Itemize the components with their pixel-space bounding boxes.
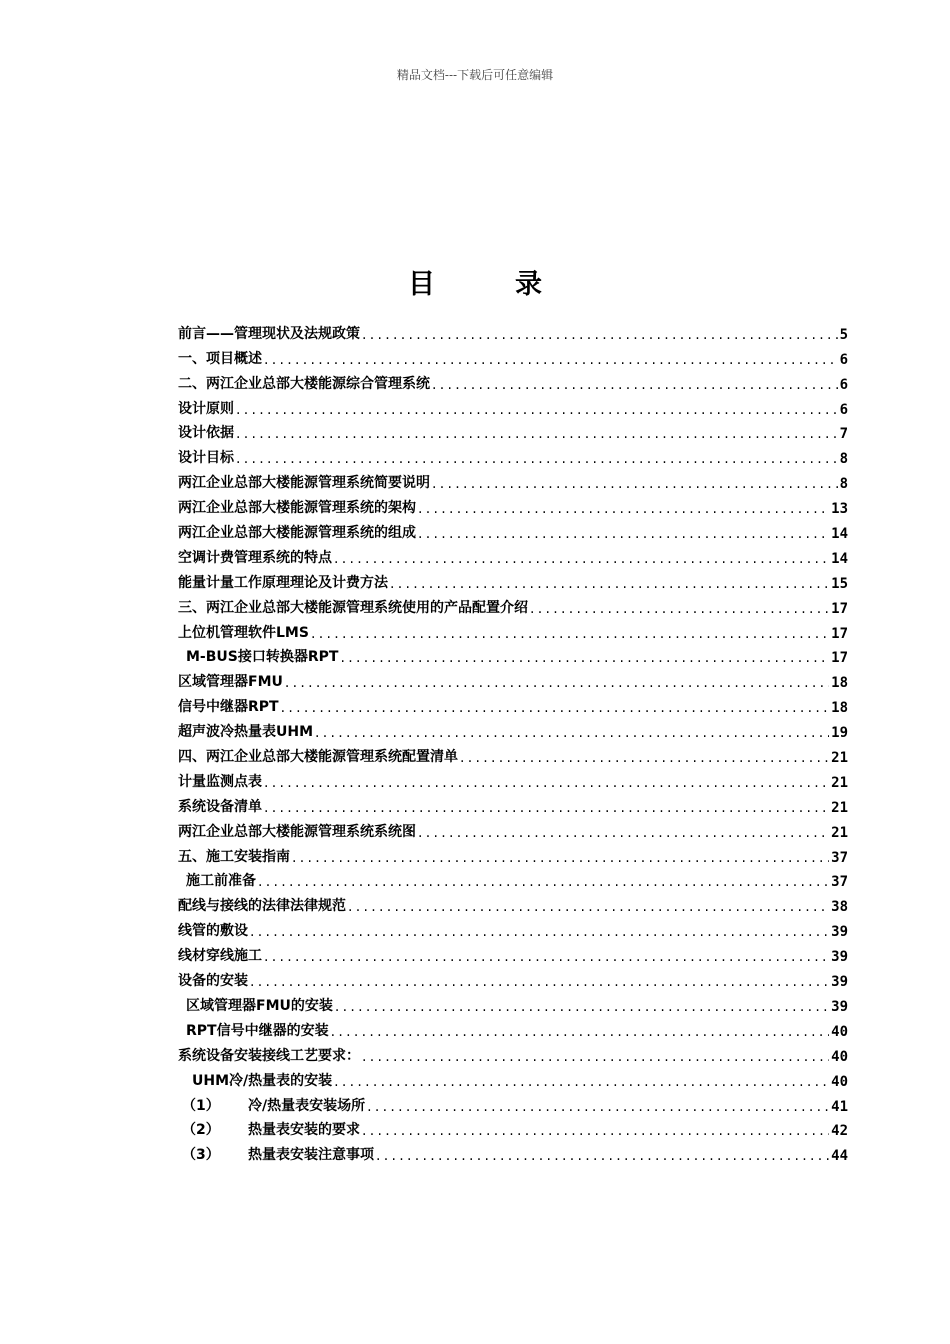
toc-entry-label: 区域管理器FMU [178, 674, 283, 691]
toc-page-number: 21 [831, 799, 848, 816]
toc-entry[interactable] [178, 1090, 848, 1115]
toc-entry[interactable] [178, 542, 848, 567]
toc-title-char-1: 目 [408, 269, 435, 300]
header-watermark: 精品文档---下载后可任意编辑 [396, 68, 554, 82]
toc-leader-dots [376, 1148, 829, 1164]
toc-entry-label: 设备的安装 [178, 973, 248, 990]
toc-leader-dots [334, 1074, 829, 1090]
toc-entry[interactable] [178, 393, 848, 418]
toc-leader-dots [367, 1099, 829, 1115]
toc-entry-label: 一、项目概述 [178, 350, 262, 367]
toc-page-number: 39 [831, 998, 848, 1015]
toc-entry[interactable] [178, 666, 848, 691]
toc-leader-dots [258, 874, 829, 890]
toc-leader-dots [418, 526, 829, 542]
table-of-contents [178, 318, 848, 1164]
toc-entry-label: 四、两江企业总部大楼能源管理系统配置清单 [178, 749, 458, 766]
toc-leader-dots [250, 924, 829, 940]
toc-leader-dots [334, 551, 829, 567]
toc-leader-dots [340, 650, 829, 666]
toc-entry-label: 两江企业总部大楼能源管理系统的组成 [178, 525, 416, 542]
toc-page-number: 44 [831, 1148, 848, 1165]
toc-entry-label: 三、两江企业总部大楼能源管理系统使用的产品配置介绍 [178, 599, 528, 616]
toc-page-number: 14 [831, 526, 848, 543]
toc-entry[interactable] [178, 965, 848, 990]
toc-entry-label: 设计原则 [178, 400, 234, 417]
toc-title-char-2: 录 [515, 269, 542, 300]
toc-page-number: 7 [839, 426, 848, 443]
toc-page-number: 17 [831, 625, 848, 642]
toc-leader-dots [530, 601, 829, 617]
toc-entry-label: 设计目标 [178, 450, 234, 467]
toc-leader-dots [264, 800, 829, 816]
toc-page-number: 18 [831, 675, 848, 692]
toc-page-number: 5 [839, 326, 848, 343]
toc-page-number: 39 [831, 949, 848, 966]
toc-page-number: 21 [831, 774, 848, 791]
toc-entry-number: （3） [182, 1147, 220, 1164]
toc-page-number: 39 [831, 924, 848, 941]
toc-leader-dots [281, 700, 830, 716]
toc-leader-dots [285, 675, 829, 691]
toc-entry-label: 能量计量工作原理理论及计费方法 [178, 574, 388, 591]
toc-page-number: 6 [839, 376, 848, 393]
toc-entry-number: （1） [182, 1097, 220, 1114]
toc-entry[interactable] [178, 890, 848, 915]
toc-page-number: 40 [831, 1073, 848, 1090]
toc-entry[interactable] [178, 940, 848, 965]
toc-entry-label: UHM冷/热量表的安装 [192, 1072, 333, 1089]
toc-entry-label: 线管的敷设 [178, 923, 248, 940]
toc-entry-label: 热量表安装注意事项 [248, 1147, 374, 1164]
toc-page-number: 37 [831, 849, 848, 866]
toc-entry[interactable] [178, 1065, 848, 1090]
toc-entry[interactable] [178, 592, 848, 617]
toc-entry-label: 上位机管理软件LMS [178, 624, 309, 641]
toc-entry[interactable] [178, 716, 848, 741]
toc-page-number: 13 [831, 501, 848, 518]
toc-entry-label: 计量监测点表 [178, 773, 262, 790]
toc-leader-dots [250, 974, 829, 990]
toc-entry[interactable] [178, 1040, 848, 1065]
toc-entry[interactable] [178, 567, 848, 592]
toc-leader-dots [331, 1024, 830, 1040]
toc-leader-dots [362, 1123, 829, 1139]
toc-entry-label: 两江企业总部大楼能源管理系统的架构 [178, 500, 416, 517]
toc-page-number: 41 [831, 1098, 848, 1115]
toc-entry[interactable] [178, 866, 848, 891]
toc-leader-dots [311, 626, 829, 642]
toc-page-number: 37 [831, 874, 848, 891]
toc-leader-dots [236, 426, 838, 442]
toc-leader-dots [460, 750, 829, 766]
toc-page-number: 40 [831, 1048, 848, 1065]
toc-leader-dots [362, 1049, 829, 1065]
toc-leader-dots [335, 999, 829, 1015]
toc-page-number: 39 [831, 974, 848, 991]
toc-entry-label: 前言——管理现状及法规政策 [178, 325, 360, 342]
toc-entry-label: 两江企业总部大楼能源管理系统简要说明 [178, 475, 430, 492]
toc-entry-label: 超声波冷热量表UHM [178, 724, 314, 741]
toc-entry-label: M-BUS接口转换器RPT [186, 649, 339, 666]
toc-entry[interactable] [178, 368, 848, 393]
toc-entry[interactable] [178, 442, 848, 467]
toc-page-number: 6 [839, 351, 848, 368]
toc-page-number: 42 [831, 1123, 848, 1140]
toc-leader-dots [264, 775, 829, 791]
toc-entry-label: 信号中继器RPT [178, 699, 279, 716]
toc-entry-label: RPT信号中继器的安装 [186, 1022, 329, 1039]
toc-leader-dots [264, 949, 829, 965]
toc-leader-dots [390, 576, 829, 592]
toc-entry-label: 冷/热量表安装场所 [248, 1097, 366, 1114]
toc-entry-label: 五、施工安装指南 [178, 848, 290, 865]
toc-page-number: 18 [831, 700, 848, 717]
toc-entry[interactable] [178, 816, 848, 841]
toc-entry[interactable] [178, 990, 848, 1015]
toc-entry[interactable] [178, 741, 848, 766]
toc-leader-dots [264, 352, 838, 368]
toc-entry[interactable] [178, 1139, 848, 1164]
toc-leader-dots [315, 725, 829, 741]
toc-entry[interactable] [178, 492, 848, 517]
toc-leader-dots [348, 899, 829, 915]
toc-leader-dots [292, 850, 829, 866]
toc-page-number: 19 [831, 725, 848, 742]
toc-entry[interactable] [178, 418, 848, 443]
toc-entry-label: 系统设备安装接线工艺要求： [178, 1047, 360, 1064]
toc-entry[interactable] [178, 791, 848, 816]
toc-entry[interactable] [178, 617, 848, 642]
toc-entry[interactable] [178, 642, 848, 667]
toc-page-number: 38 [831, 899, 848, 916]
toc-page-number: 40 [831, 1023, 848, 1040]
toc-page-number: 8 [839, 476, 848, 493]
toc-leader-dots [418, 501, 829, 517]
toc-leader-dots [432, 476, 838, 492]
toc-entry-label: 系统设备清单 [178, 798, 262, 815]
toc-page-number: 21 [831, 750, 848, 767]
toc-page-number: 17 [831, 650, 848, 667]
toc-entry[interactable] [178, 1015, 848, 1040]
toc-entry-label: 二、两江企业总部大楼能源综合管理系统 [178, 375, 430, 392]
toc-entry-label: 施工前准备 [186, 873, 256, 890]
toc-entry-label: 线材穿线施工 [178, 948, 262, 965]
toc-entry-label: 配线与接线的法律法律规范 [178, 898, 346, 915]
toc-entry[interactable] [178, 915, 848, 940]
toc-entry[interactable] [178, 841, 848, 866]
toc-entry[interactable] [178, 318, 848, 343]
toc-entry[interactable] [178, 467, 848, 492]
toc-entry-label: 区域管理器FMU的安装 [186, 997, 333, 1014]
toc-entry-number: （2） [182, 1122, 220, 1139]
toc-page-number: 6 [839, 401, 848, 418]
toc-leader-dots [236, 451, 838, 467]
toc-leader-dots [236, 402, 838, 418]
toc-entry[interactable] [178, 766, 848, 791]
toc-entry-label: 设计依据 [178, 425, 234, 442]
toc-page-number: 8 [839, 451, 848, 468]
toc-leader-dots [418, 825, 829, 841]
toc-leader-dots [362, 327, 838, 343]
toc-entry-label: 两江企业总部大楼能源管理系统系统图 [178, 823, 416, 840]
toc-entry[interactable] [178, 691, 848, 716]
toc-entry[interactable] [178, 1115, 848, 1140]
toc-leader-dots [432, 377, 838, 393]
toc-entry-label: 空调计费管理系统的特点 [178, 549, 332, 566]
toc-entry[interactable] [178, 343, 848, 368]
toc-page-number: 14 [831, 550, 848, 567]
toc-entry-label: 热量表安装的要求 [248, 1122, 360, 1139]
toc-page-number: 15 [831, 575, 848, 592]
toc-entry[interactable] [178, 517, 848, 542]
toc-title [0, 262, 950, 301]
toc-page-number: 17 [831, 600, 848, 617]
toc-page-number: 21 [831, 824, 848, 841]
